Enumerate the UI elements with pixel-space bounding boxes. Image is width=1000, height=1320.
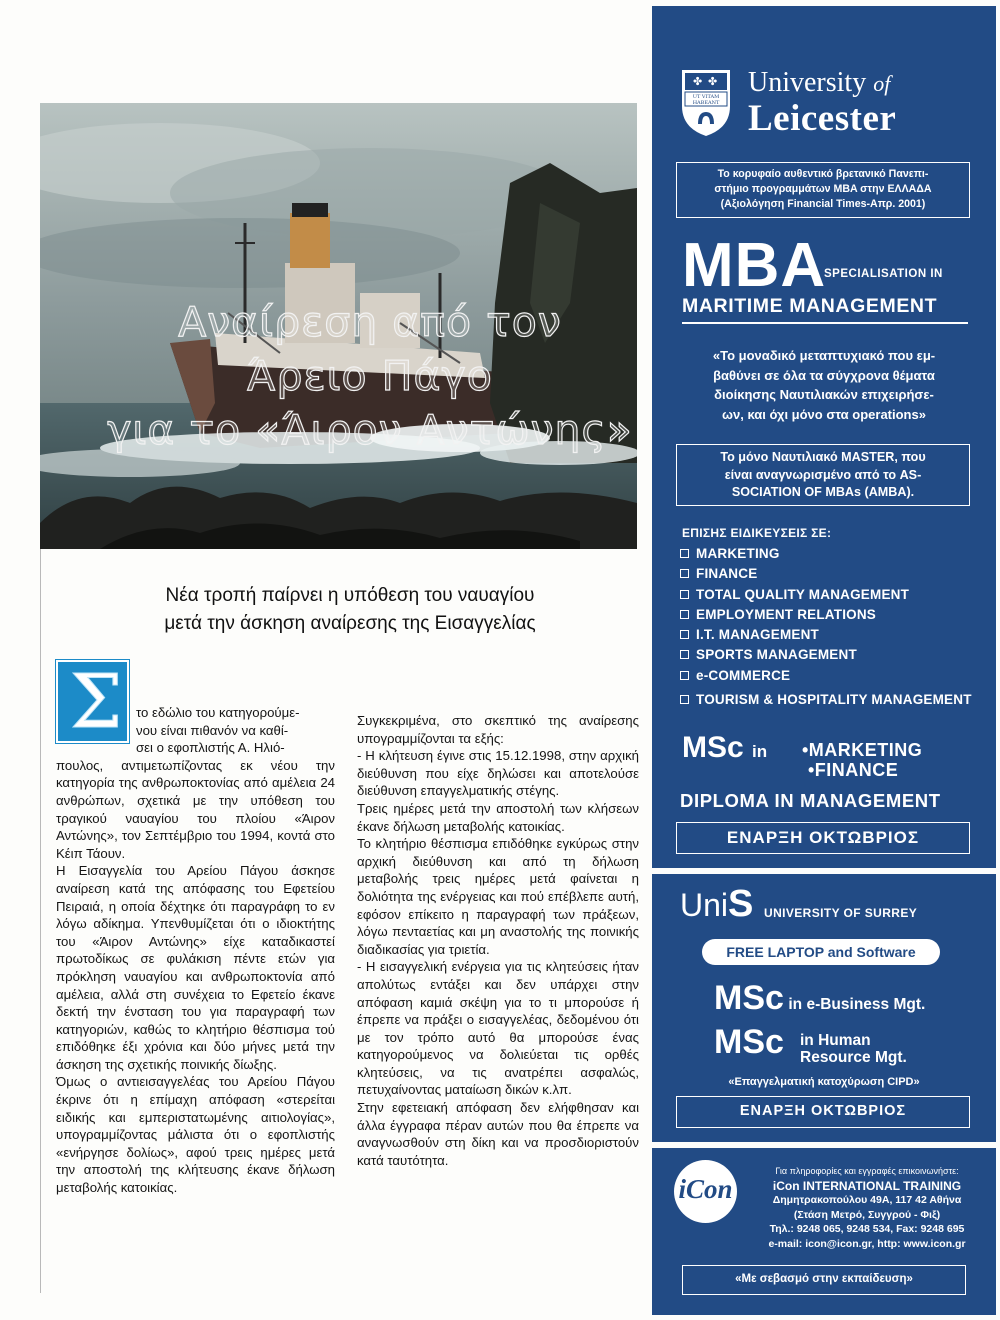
university-name <box>748 68 988 139</box>
mba-specialisation: SPECIALISATION IN <box>824 268 943 280</box>
university-of: of <box>873 71 891 96</box>
checkbox-icon <box>680 695 689 704</box>
quote <box>682 346 966 424</box>
cipd-note: «Επαγγελματική κατοχύρωση CIPD» <box>728 1076 920 1088</box>
msc-hr-line: Resource Mgt. <box>800 1049 907 1066</box>
diploma-heading: DIPLOMA IN MANAGEMENT <box>680 790 941 811</box>
paragraph: - Η εισαγγελική ενέργεια για τις κλητεύσεις ήταν απολύτως εντάξει και δεν υπάρχει στην απόφαση καμιά σκέψη για το τι μπορούσε ή έπρεπε να πράξει ο εισαγγελέας, δεδομένου ότι με τον τρόπο αυτό θα μπορούσε ένας κατηγορούμενος να δολιεύεται τις ορθές κλητεύσεις, να τις ανατρέπει ασφαλώς, πετυχαίνοντας ματαίωση δικών κ.λπ. <box>357 959 639 1098</box>
msc-label: MSc <box>714 979 784 1017</box>
amba-line: Το μόνο Ναυτιλιακό MASTER, που <box>720 450 926 464</box>
specialisation-label: FINANCE <box>696 566 758 582</box>
list-item <box>680 564 990 584</box>
checkbox-icon <box>680 549 689 558</box>
quote-line: ων, και όχι μόνο στα operations» <box>722 406 926 422</box>
msc-ebusiness-label: in e-Business Mgt. <box>788 996 926 1013</box>
quote-line: «Το μοναδικό μεταπτυχιακό που εμ- <box>712 348 936 363</box>
also-label: ΕΠΙΣΗΣ ΕΙΔΙΚΕΥΣΕΙΣ ΣΕ: <box>682 526 832 540</box>
specialisation-list <box>680 544 990 710</box>
hero-title-line: Άρειο Πάγο <box>247 352 493 400</box>
msc-label: MSc <box>682 731 744 764</box>
divider <box>682 322 968 324</box>
specialisation-label: e-COMMERCE <box>696 667 791 683</box>
msc-ebusiness <box>714 980 925 1023</box>
maritime-management: MARITIME MANAGEMENT <box>682 295 938 317</box>
ranking-line: στήμιο προγραμμάτων MBA στην ΕΛΛΑΔΑ <box>714 183 932 195</box>
icon-logo-text: iCon <box>678 1174 733 1204</box>
list-item <box>680 605 990 625</box>
quote-line: διοίκησης Ναυτιλιακών επιχειρήσε- <box>714 387 934 402</box>
msc-hr <box>714 1023 907 1067</box>
contact-address: Δημητρακοπούλου 49Α, 117 42 Αθήνα <box>772 1194 962 1206</box>
checkbox-icon <box>680 569 689 578</box>
paragraph: Η Εισαγγελία του Αρείου Πάγου άσκησε αναίρεση κατά της απόφασης του Εφετείου Πειραιά, η οποία δέχτηκε ότι παραγράφη το εν λόγω αδίκημα. Υπενθυμίζεται ότι ο ιδιοκτήτης του «Άιρον Αντώνης» είχε καταδικαστεί πρωτοδίκως σε φυλάκιση πέντε ετών για πρόκληση ναυαγίου και ανθρωποκτονία από αμέλεια, αλλά στη συνέχεια το Εφετείο έκανε δεκτή την ένσταση του για παραγραφή των κατηγοριών, καθώς το κλητήριο θέσπισμα τού επιδόθηκε έξι χρόνια και δύο μήνες μετά την άσκηση της σχετικής ποινικής δίωξης. <box>56 863 335 1072</box>
unis-s: S <box>728 883 754 925</box>
article-column-2 <box>357 712 639 1169</box>
checkbox-icon <box>680 650 689 659</box>
university-leicester: Leicester <box>748 98 897 139</box>
leicester-crest-icon <box>680 68 732 138</box>
contact-web: e-mail: icon@icon.gr, http: www.icon.gr <box>768 1237 966 1250</box>
hero-title-line: Αναίρεση από τον <box>178 298 562 346</box>
ranking-box <box>676 162 970 218</box>
list-item <box>680 585 990 605</box>
paragraph: Τρεις ημέρες μετά την αποστολή των κλήσεων έκανε δήλωση μεταβολής κατοικίας. <box>357 800 639 834</box>
msc-label: MSc <box>714 1023 784 1061</box>
hero-title <box>100 295 637 457</box>
paragraph: Όμως ο αντιεισαγγελέας του Αρείου Πάγου έκρινε ότι η επίμαχη απόφαση «στερείται ειδικής και εμπεριστατωμένης αιτιολογίας», υπογραμμίζοντας μάλιστα ότι ο εφοπλιστής «ενήργησε δολίως», αφού τρεις ημέρες μετά την αποστολή της κλήτευσης έκανε δήλωση μεταβολής κατοικίας. <box>56 1074 335 1196</box>
list-item <box>680 666 990 686</box>
advertisement <box>652 6 996 1315</box>
list-item <box>680 645 990 665</box>
paragraph: πουλος, αντιμετωπίζοντας εκ νέου την κατηγορία της ανθρωποκτονίας από αμέλεια 24 ανθρώπων, σχετικά με την υπόθεση του τραγικού ναυαγίου του πλοίου «Άιρον Αντώνης», τον Σεπτέμβριο του 1994, κοντά στο Κέιπ Τάουν. <box>56 757 335 861</box>
start-date-box: ΕΝΑΡΞΗ ΟΚΤΩΒΡΙΟΣ <box>676 822 970 854</box>
article-column-1 <box>56 704 335 1197</box>
specialisation-label: I.T. MANAGEMENT <box>696 627 819 643</box>
msc-hr-line: in Human <box>800 1032 871 1049</box>
motto-box: «Με σεβασμό στην εκπαίδευση» <box>682 1265 966 1295</box>
university-label: University <box>748 67 867 98</box>
specialisation-label: TOTAL QUALITY MANAGEMENT <box>696 586 910 602</box>
intro-line: το εδώλιο του κατηγορούμε- <box>136 705 300 720</box>
specialisation-label: SPORTS MANAGEMENT <box>696 647 857 663</box>
specialisation-label: EMPLOYMENT RELATIONS <box>696 606 877 622</box>
amba-line: είναι αναγνωρισμένο από το AS- <box>724 467 922 482</box>
paragraph: - Η κλήτευση έγινε στις 15.12.1998, στην αρχική διεύθυνση που είχε δηλώσει και αποτελούσε διεύθυνση επαγγελματικής στέγης. <box>357 748 639 799</box>
start-date-box: ΕΝΑΡΞΗ ΟΚΤΩΒΡΙΟΣ <box>676 1096 970 1128</box>
divider <box>652 1142 996 1148</box>
checkbox-icon <box>680 630 689 639</box>
crest-motto-line: HABEANT <box>692 100 720 106</box>
article-subtitle <box>100 582 600 638</box>
intro-line: νου είναι πιθανόν να καθί- <box>136 722 289 738</box>
crest-motto-line: UT VITAM <box>692 94 720 100</box>
hero-title-line: για το «Άιρον Αντώνης» <box>107 406 633 454</box>
unis-uni: Uni <box>680 887 729 923</box>
paragraph: Το κλητήριο θέσπισμα επιδόθηκε εγκύρως στην αρχική διεύθυνση και από τη δήλωση μεταβολής τρεις ημέρες μετά φαίνεται η δολιότητα της ενέργειας και πού επέβλεπε αυτή, εφόσον επίκειτο η παραγραφή των πράξεων, λόγω πενταετίας και μη αναστολής της ποινικής διαδικασίας για τριετία. <box>357 836 639 957</box>
list-item <box>680 544 990 564</box>
hero-photo <box>40 103 637 549</box>
amba-box <box>676 444 970 506</box>
drop-cap-letter: Σ <box>70 659 123 745</box>
checkbox-icon <box>680 610 689 619</box>
university-of-surrey: UNIVERSITY OF SURREY <box>764 906 918 920</box>
msc-item: •FINANCE <box>808 760 899 780</box>
contact-info <box>742 1164 992 1251</box>
contact-phone: Τηλ.: 9248 065, 9248 534, Fax: 9248 695 <box>769 1223 965 1235</box>
unis-logo <box>680 884 753 925</box>
svg-text:✤: ✤ <box>708 75 718 88</box>
msc-item: •MARKETING <box>802 740 923 760</box>
msc-in: in <box>752 742 768 761</box>
msc-marketing-heading <box>682 730 767 770</box>
amba-line: SOCIATION OF MBAs (AMBA). <box>731 485 915 499</box>
specialisation-label: MARKETING <box>696 546 780 561</box>
subtitle-line: μετά την άσκηση αναίρεσης της Εισαγγελίας <box>164 613 536 634</box>
ranking-line: Το κορυφαίο αυθεντικό βρετανικό Πανεπι- <box>717 168 929 180</box>
quote-line: βαθύνει σε όλα τα σύγχρονα θέματα <box>713 367 935 383</box>
mba-heading: MBA <box>682 231 827 300</box>
list-item <box>680 690 990 710</box>
msc-marketing-list <box>802 740 922 780</box>
divider <box>652 868 996 874</box>
intro-line: σει ο εφοπλιστής Α. Ηλιό- <box>136 740 285 756</box>
checkbox-icon <box>680 671 689 680</box>
contact-intro: Για πληροφορίες και εγγραφές επικοινωνήστε: <box>775 1166 959 1176</box>
contact-company: iCon INTERNATIONAL TRAINING <box>772 1178 962 1193</box>
paragraph: Συγκεκριμένα, στο σκεπτικό της αναίρεσης υπογραμμίζονται τα εξής: <box>357 713 639 746</box>
icon-logo <box>674 1160 737 1223</box>
specialisation-label: TOURISM & HOSPITALITY MANAGEMENT <box>696 692 972 708</box>
svg-text:✤: ✤ <box>693 75 703 88</box>
subtitle-line: Νέα τροπή παίρνει η υπόθεση του ναυαγίου <box>165 585 535 606</box>
paragraph: Στην εφετειακή απόφαση δεν ελήφθησαν και άλλα έγγραφα πέραν αυτών που θα έπρεπε να αναγνωσθούν στη δίκη και να προσδιοριστούν κατά ταυτότητα. <box>357 1100 639 1168</box>
list-item <box>680 625 990 645</box>
msc-hr-label <box>800 1032 907 1066</box>
contact-metro: (Στάση Μετρό, Συγγρού - Φιξ) <box>793 1208 941 1221</box>
checkbox-icon <box>680 590 689 599</box>
ranking-line: (Αξιολόγηση Financial Times-Απρ. 2001) <box>720 198 926 210</box>
free-laptop-badge: FREE LAPTOP and Software <box>702 939 940 965</box>
